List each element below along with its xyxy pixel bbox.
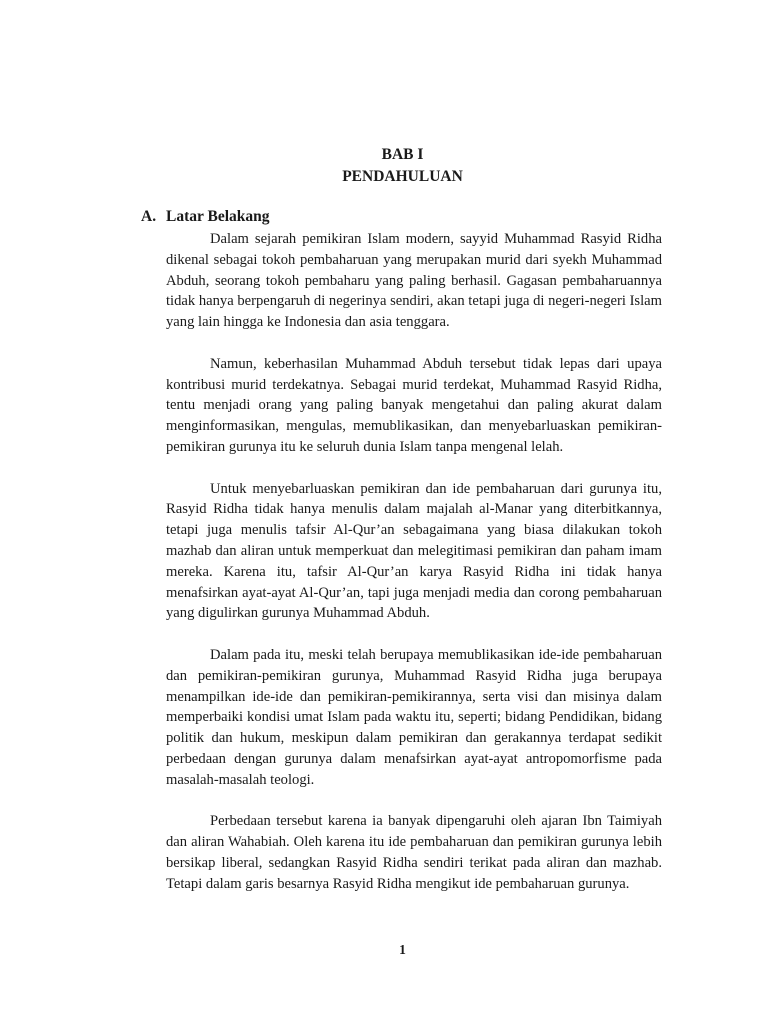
- body-text: [166, 229, 662, 915]
- paragraph-5: Perbedaan tersebut karena ia banyak dipengaruhi oleh ajaran Ibn Taimiyah dan aliran Wahabiah. Oleh karena itu ide pembaharuan dan pemikiran gurunya lebih bersikap liberal, sedangkan Rasyid Ridha sendiri terikat pada aliran dan mazhab. Tetapi dalam garis besarnya Rasyid Ridha mengikut ide pembaharuan gurunya.: [166, 813, 662, 892]
- section-marker: A.: [141, 208, 157, 225]
- section-heading: [141, 208, 270, 226]
- section-title: Latar Belakang: [166, 208, 270, 225]
- chapter-title: PENDAHULUAN: [342, 168, 463, 185]
- paragraph-3: Untuk menyebarluaskan pemikiran dan ide pembaharuan dari gurunya itu, Rasyid Ridha tidak hanya menulis dalam majalah al-Manar yang diterbitkannya, tetapi juga menulis tafsir Al-Qur’an sebagaimana yang biasa dilakukan tokoh mazhab dan aliran untuk memperkuat dan melegitimasi pemikiran dan paham imam mereka. Karena itu, tafsir Al-Qur’an karya Rasyid Ridha ini tidak hanya menafsirkan ayat-ayat Al-Qur’an, tapi juga menjadi media dan corong pembaharuan yang digulirkan gurunya Muhammad Abduh.: [166, 480, 662, 622]
- paragraph-2: Namun, keberhasilan Muhammad Abduh tersebut tidak lepas dari upaya kontribusi murid terdekatnya. Sebagai murid terdekat, Muhammad Rasyid Ridha, tentu menjadi orang yang paling banyak mengetahui dan paling akurat dalam menginformasikan, mengulas, memublikasikan, dan menyebarluaskan pemikiran-pemikiran gurunya itu ke seluruh dunia Islam tanpa mengenal lelah.: [166, 355, 662, 455]
- chapter-number: BAB I: [381, 146, 424, 163]
- paragraph-1: Dalam sejarah pemikiran Islam modern, sayyid Muhammad Rasyid Ridha dikenal sebagai tokoh pembaharuan yang merupakan murid dari syekh Muhammad Abduh, seorang tokoh pembaharu yang paling berhasil. Gagasan pembaharuannya tidak hanya berpengaruh di negerinya sendiri, akan tetapi juga di negeri-negeri Islam yang lain hingga ke Indonesia dan asia tenggara.: [166, 231, 662, 331]
- page-number: 1: [399, 942, 406, 957]
- paragraph-4: Dalam pada itu, meski telah berupaya memublikasikan ide-ide pembaharuan dan pemikiran-pemikiran gurunya, Muhammad Rasyid Ridha juga berupaya menampilkan ide-ide dan pemikiran-pemikirannya, serta visi dan misinya dalam memperbaiki kondisi umat Islam pada waktu itu, seperti; bidang Pendidikan, bidang politik dan hukum, meskipun dalam pemikiran dan gerakannya terdapat sedikit perbedaan dengan gurunya dalam menafsirkan ayat-ayat antropomorfisme pada masalah-masalah teologi.: [166, 646, 662, 788]
